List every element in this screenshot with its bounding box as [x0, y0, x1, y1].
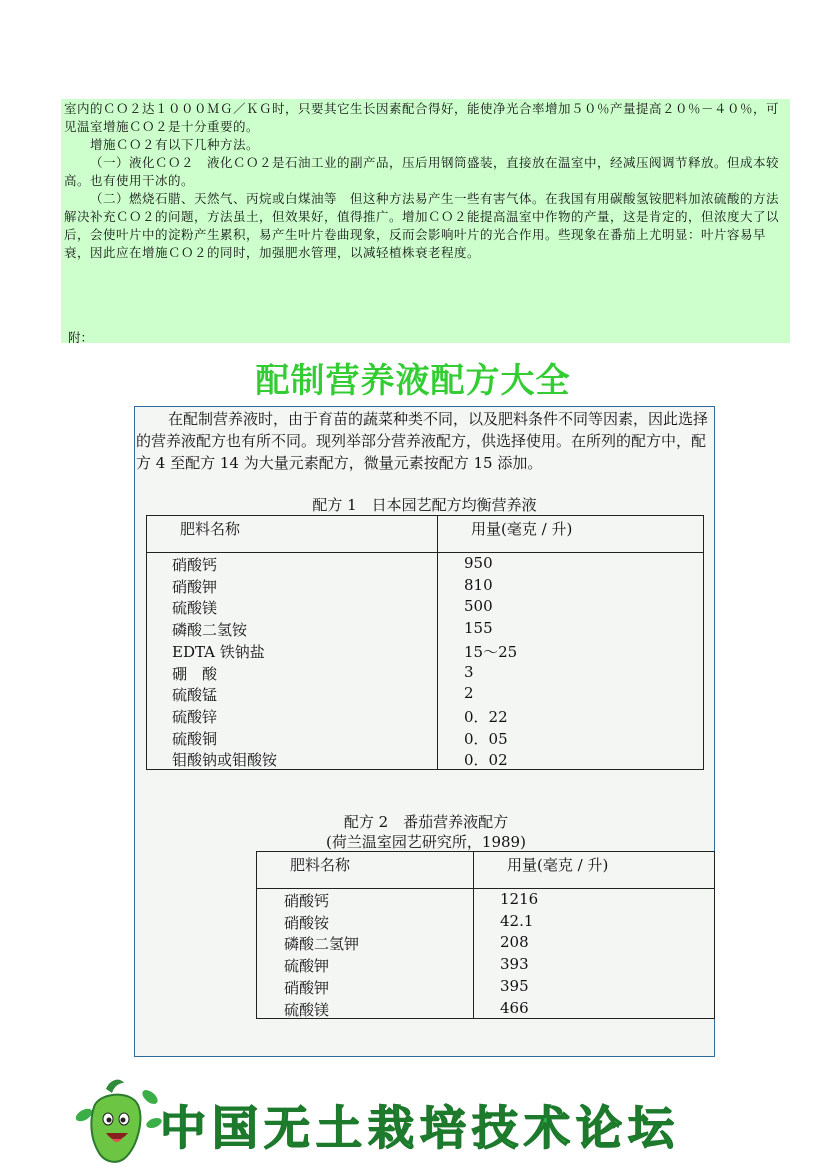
table-row: [147, 597, 703, 619]
fertilizer-name: 硫酸镁: [172, 599, 218, 618]
fertilizer-amount: 3: [464, 662, 474, 681]
table-row: [147, 663, 703, 685]
table-row: [257, 977, 714, 999]
fertilizer-amount: 155: [464, 619, 493, 638]
fertilizer-name: 硝酸钙: [284, 892, 330, 910]
fertilizer-name: 硫酸锰: [172, 686, 218, 705]
fertilizer-name: 硝酸钾: [172, 577, 218, 596]
formula1-col-amount: 用量(毫克 / 升): [471, 520, 573, 538]
table-row: [257, 999, 714, 1021]
forum-logo-text: 中国无土栽培技术论坛: [160, 1101, 680, 1155]
co2-paragraph-4: （二）燃烧石腊、天然气、丙烷或白煤油等 但这种方法易产生一些有害气体。在我国有用碳酸氢铵肥料加浓硫酸的方法解决补充ＣＯ２的问题，方法虽土，但效果好，值得推广。增加ＣＯ２能提高温室中作物的产量，这是肯定的，但浓度大了以后，会使叶片中的淀粉产生累积，易产生叶片卷曲现象，反而会影响叶片的光合作用。些现象在番茄上尤明显：叶片容易早衰，因此应在增施ＣＯ２的同时，加强肥水管理，以减轻植株衰老程度。: [64, 191, 780, 260]
formula1-table: [146, 515, 704, 770]
fertilizer-name: 硝酸铵: [284, 913, 330, 932]
fertilizer-amount: 0．05: [464, 729, 508, 748]
table-row: [257, 912, 714, 934]
fertilizer-name: 硫酸钾: [284, 957, 330, 976]
fertilizer-amount: 15～25: [464, 642, 518, 661]
green-pepper-mascot-icon: [72, 1075, 162, 1167]
table-row: [147, 728, 703, 750]
fertilizer-name: 磷酸二氢钾: [284, 935, 360, 954]
co2-paragraph-1: 室内的ＣＯ２达１０００ＭＧ／ＫＧ时，只要其它生长因素配合得好，能使净光合率增加５０％产量提高２０％－４０％，可见温室增施ＣＯ２是十分重要的。: [64, 101, 780, 134]
fertilizer-name: 硝酸钙: [172, 556, 218, 574]
fertilizer-amount: 0．22: [464, 707, 508, 726]
formula1-header: [147, 516, 703, 553]
attachment-label: 附：: [68, 330, 94, 345]
formula1-caption: 配方 1 日本园艺配方均衡营养液: [312, 496, 537, 514]
fertilizer-amount: 810: [464, 575, 493, 594]
fertilizer-amount: 1216: [500, 890, 539, 908]
table-row: [147, 749, 703, 771]
table-row: [257, 933, 714, 955]
formula2-table: [256, 851, 715, 1019]
fertilizer-amount: 42.1: [500, 911, 534, 930]
fertilizer-name: 硫酸镁: [284, 1000, 330, 1019]
fertilizer-amount: 2: [464, 684, 474, 703]
fertilizer-amount: 950: [464, 554, 493, 572]
formula2-caption: 配方 2 番茄营养液配方: [343, 813, 509, 831]
table-row: [147, 641, 703, 663]
page-title: 配制营养液配方大全: [255, 361, 571, 401]
fertilizer-name: 磷酸二氢铵: [172, 621, 248, 640]
fertilizer-name: EDTA 铁钠盐: [172, 642, 265, 661]
fertilizer-name: 硫酸锌: [172, 707, 218, 726]
table-row: [147, 554, 703, 576]
fertilizer-amount: 208: [500, 933, 529, 952]
co2-paragraph-3: （一）液化ＣＯ２ 液化ＣＯ２是石油工业的副产品，压后用钢筒盛装，直接放在温室中，经减压阀调节释放。但成本较高。也有使用干冰的。: [64, 155, 780, 188]
table-row: [257, 890, 714, 912]
formula2-col-amount: 用量(毫克 / 升): [507, 856, 609, 874]
fertilizer-amount: 395: [500, 976, 529, 995]
fertilizer-amount: 393: [500, 955, 529, 974]
fertilizer-name: 硼 酸: [172, 664, 218, 683]
formula1-col-name: 肥料名称: [180, 520, 241, 538]
table-row: [147, 576, 703, 598]
fertilizer-name: 钼酸钠或钼酸铵: [172, 751, 278, 770]
fertilizer-name: 硫酸铜: [172, 729, 218, 748]
intro-paragraph: 在配制营养液时，由于育苗的蔬菜种类不同，以及肥料条件不同等因素，因此选择的营养液配方也有所不同。现列举部分营养液配方，供选择使用。在所列的配方中，配方 4 至配方 14 为大量元素配方，微量元素按配方 15 添加。: [136, 410, 709, 472]
fertilizer-amount: 500: [464, 597, 493, 616]
formula2-col-name: 肥料名称: [290, 856, 351, 874]
formula2-header: [257, 852, 714, 889]
fertilizer-name: 硝酸钾: [284, 978, 330, 997]
table-row: [147, 684, 703, 706]
co2-paragraph-2: 增施ＣＯ２有以下几种方法。: [90, 137, 260, 152]
fertilizer-amount: 466: [500, 998, 529, 1017]
fertilizer-amount: 0．02: [464, 751, 508, 770]
table-row: [147, 706, 703, 728]
table-row: [257, 955, 714, 977]
table-row: [147, 619, 703, 641]
formula2-subcaption: (荷兰温室园艺研究所，1989): [326, 833, 526, 851]
